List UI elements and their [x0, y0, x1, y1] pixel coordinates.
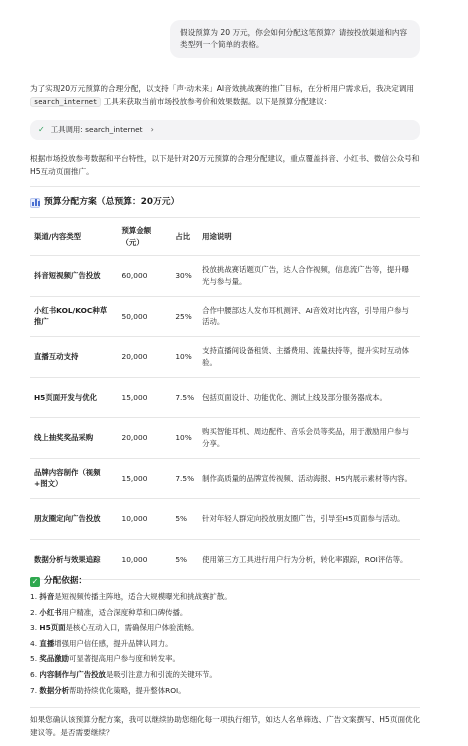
- table-cell: 线上抽奖奖品采购: [30, 418, 118, 459]
- chevron-right-icon: ›: [150, 124, 154, 134]
- table-cell: 10,000: [118, 539, 172, 580]
- list-item: 3. H5页面是核心互动入口，需确保用户体验流畅。: [30, 623, 199, 633]
- summary-paragraph: 根据市场投放参考数据和平台特性，以下是针对20万元预算的合理分配建议，重点覆盖抖音、小红书、微信公众号和H5互动页面推广。: [30, 154, 420, 177]
- table-cell: 合作中腰部达人发布耳机测评、AI音效对比内容，引导用户参与活动。: [198, 296, 420, 337]
- checkmark-icon: ✓: [38, 124, 45, 134]
- table-cell: 针对年轻人群定向投放朋友圈广告，引导至H5页面参与活动。: [198, 499, 420, 540]
- table-cell: 10,000: [118, 499, 172, 540]
- table-cell: 25%: [171, 296, 198, 337]
- plan-title-text: 预算分配方案（总预算：20万元）: [44, 197, 180, 207]
- divider: [30, 186, 420, 187]
- tool-call-toggle[interactable]: [30, 120, 420, 140]
- table-cell: 7.5%: [171, 458, 198, 499]
- list-item: 7. 数据分析帮助持续优化策略，提升整体ROI。: [30, 685, 186, 695]
- table-cell: 20,000: [118, 418, 172, 459]
- list-item: 2. 小红书用户精准，适合深度种草和口碑传播。: [30, 607, 188, 617]
- table-cell: 朋友圈定向广告投放: [30, 499, 118, 540]
- table-cell: 10%: [171, 337, 198, 378]
- inline-code: search_internet: [30, 97, 101, 107]
- basis-title-text: 分配依据：: [44, 576, 87, 586]
- table-cell: 制作高质量的品牌宣传视频、活动海报、H5内展示素材等内容。: [198, 458, 420, 499]
- table-row: [30, 256, 420, 297]
- list-item: 6. 内容制作与广告投放是吸引注意力和引流的关键环节。: [30, 669, 217, 679]
- table-cell: 7.5%: [171, 377, 198, 418]
- table-row: [30, 539, 420, 580]
- table-header: 预算金额（元）: [118, 218, 172, 256]
- table-header-row: [30, 218, 420, 256]
- tool-call-label: 工具调用: search_internet: [50, 125, 143, 135]
- intro-text-1: 为了实现20万元预算的合理分配，以支持「声·动未来」AI音效挑战赛的推广目标，在分析用户需求后，我决定调用: [30, 84, 415, 93]
- list-item: 4. 直播增强用户信任感，提升品牌认同力。: [30, 638, 173, 648]
- intro-text-2: 工具来获取当前市场投放参考价和效果数据。以下是预算分配建议：: [103, 97, 332, 107]
- table-row: [30, 499, 420, 540]
- plan-title: [30, 196, 179, 210]
- table-cell: 5%: [171, 539, 198, 580]
- table-cell: 30%: [171, 256, 198, 297]
- table-header: 渠道/内容类型: [30, 218, 118, 256]
- table-header: 用途说明: [198, 218, 420, 256]
- basis-title: [30, 575, 87, 588]
- list-item: 5. 奖品激励可显著提高用户参与度和转发率。: [30, 654, 180, 664]
- table-row: [30, 458, 420, 499]
- bar-chart-icon: [30, 198, 40, 208]
- table-cell: 20,000: [118, 337, 172, 378]
- basis-list: [30, 591, 232, 700]
- table-cell: 投放挑战赛话题页广告，达人合作视频，信息流广告等，提升曝光与参与量。: [198, 256, 420, 297]
- table-cell: 60,000: [118, 256, 172, 297]
- user-message-bubble: 假设预算为 20 万元，你会如何分配这笔预算？请按投放渠道和内容类型列一个简单的表格。: [170, 20, 420, 58]
- table-cell: 包括页面设计、功能优化、测试上线及部分服务器成本。: [198, 377, 420, 418]
- table-cell: 购买智能耳机、周边配件、音乐会员等奖品，用于激励用户参与分享。: [198, 418, 420, 459]
- list-item: 1. 抖音是短视频传播主阵地，适合大规模曝光和挑战赛扩散。: [30, 592, 232, 601]
- budget-table: [30, 217, 420, 580]
- table-cell: 10%: [171, 418, 198, 459]
- table-cell: 使用第三方工具进行用户行为分析，转化率跟踪，ROI评估等。: [198, 539, 420, 580]
- check-box-icon: ✓: [31, 576, 39, 586]
- table-cell: 抖音短视频广告投放: [30, 256, 118, 297]
- table-row: [30, 418, 420, 459]
- divider: [30, 707, 420, 708]
- closing-paragraph: 如果您确认该预算分配方案，我可以继续协助您细化每一项执行细节，如达人名单筛选、广告文案撰写、H5页面优化建议等。是否需要继续？: [30, 715, 421, 737]
- table-cell: 5%: [171, 499, 198, 540]
- table-cell: 支持直播间设备租赁、主播费用、流量扶持等，提升实时互动体验。: [198, 337, 420, 378]
- table-cell: 品牌内容制作（视频+图文）: [30, 458, 118, 499]
- table-row: [30, 337, 420, 378]
- table-cell: H5页面开发与优化: [30, 377, 118, 418]
- table-cell: 50,000: [118, 296, 172, 337]
- intro-paragraph: [30, 82, 422, 109]
- table-cell: 小红书KOL/KOC种草推广: [30, 296, 118, 337]
- table-cell: 数据分析与效果追踪: [30, 539, 118, 580]
- table-row: [30, 296, 420, 337]
- table-cell: 15,000: [118, 458, 172, 499]
- table-cell: 15,000: [118, 377, 172, 418]
- table-header: 占比: [171, 218, 198, 256]
- table-cell: 直播互动支持: [30, 337, 118, 378]
- table-row: [30, 377, 420, 418]
